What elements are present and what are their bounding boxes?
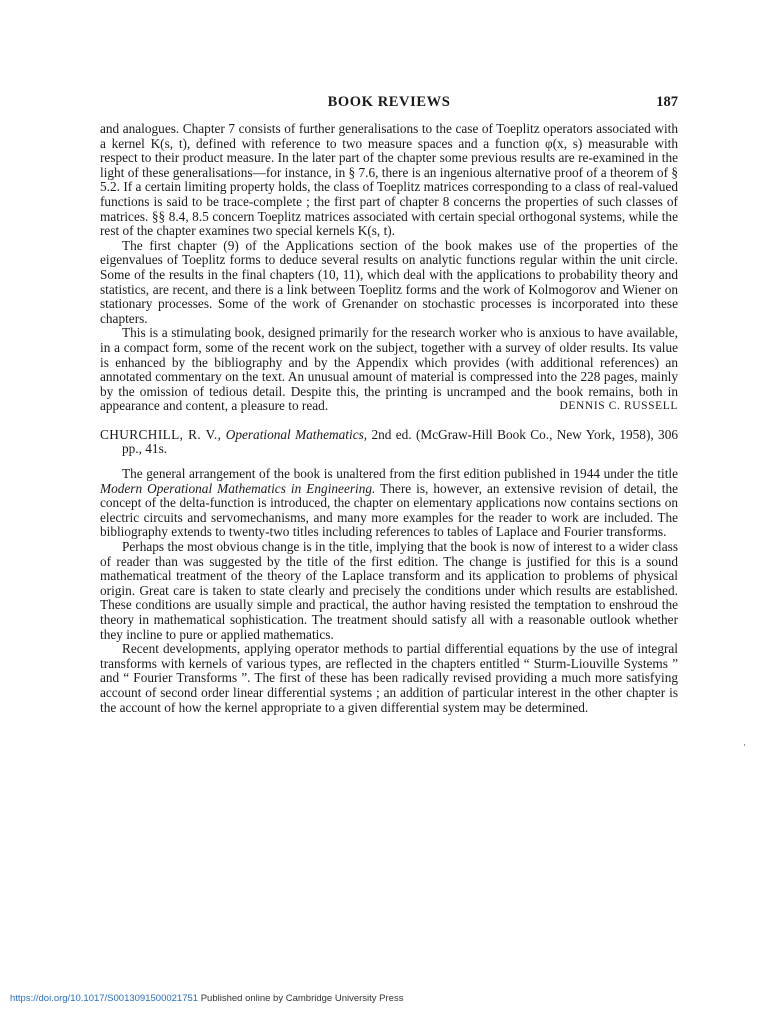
doi-link[interactable]: https://doi.org/10.1017/S0013091500021751 <box>10 993 199 1004</box>
review2-citation <box>100 428 678 457</box>
review2-paragraph-1 <box>100 467 678 540</box>
review2-p1-title: Modern Operational Mathematics in Engineering. <box>100 480 376 496</box>
review2-details: 2nd ed. (McGraw-Hill Book Co., New York, 1958), 306 pp., 41s. <box>122 426 678 457</box>
scan-mark <box>744 744 745 746</box>
article-body <box>100 122 678 715</box>
review1-paragraph-2: The first chapter (9) of the Applications section of the book makes use of the properties of the eigenvalues of Toeplitz forms to deduce several results on analytic functions regular within the unit circle. Some of the results in the final chapters (10, 11), which deal with the applications to probability theory and statistics, are recent, and there is a link between Toeplitz forms and the work of Kolmogorov and Wiener on stationary processes. Some of the work of Grenander on stochastic processes is incorporated into these chapters. <box>100 237 678 326</box>
page-footer <box>10 993 403 1004</box>
footer-note: Published online by Cambridge University Press <box>198 993 404 1004</box>
page-header <box>100 92 678 114</box>
page-number: 187 <box>656 94 678 110</box>
review2-p1-text-a: The general arrangement of the book is unaltered from the first edition published in 1944 under the title <box>122 466 678 482</box>
review1-paragraph-3: This is a stimulating book, designed primarily for the research worker who is anxious to have available, in a compact form, some of the recent work on the subject, together with a survey of older results. Its value is enhanced by the bibliography and by the Appendix which provides (with additional references) an annotated commentary on the text. An unusual amount of material is compressed into the 228 pages, mainly by the omission of tedious detail. Despite this, the printing is uncramped and the book remains, both in appearance and content, a pleasure to read. <box>100 325 678 414</box>
reviewer-signature: DENNIS C. RUSSELL <box>559 400 678 413</box>
review1-paragraph-1: and analogues. Chapter 7 consists of further generalisations to the case of Toeplitz operators associated with a kernel K(s, t), defined with reference to two measure spaces and a function φ(x, s) measurable with respect to their product measure. In the later part of the chapter some previous results are re-examined in the light of these generalisations—for instance, in § 7.6, there is an ingenious alternative proof of a theorem of § 5.2. If a certain limiting property holds, the class of Toeplitz matrices corresponding to a class of real-valued functions is said to be trace-complete ; the first part of chapter 8 concerns the properties of such classes of matrices. §§ 8.4, 8.5 concern Toeplitz matrices associated with certain special orthogonal systems, while the rest of the chapter examines two special kernels K(s, t). <box>100 121 678 239</box>
review2-paragraph-2: Perhaps the most obvious change is in the title, implying that the book is now of interest to a wider class of reader than was suggested by the title of the first edition. The change is justified for this is a sound mathematical treatment of the theory of the Laplace transform and its application to problems of physical origin. Great care is taken to state clearly and precisely the conditions under which results are established. These conditions are usually simple and practical, the author having resisted the temptation to enshroud the theory in mathematical sophistication. The treatment should satisfy all with a reasonable outlook whether they incline to pure or applied mathematics. <box>100 539 678 642</box>
review2-p1-text-b: There is, however, an extensive revision of detail, the concept of the delta-function is introduced, the chapter on elementary applications now contains sections on electric circuits and servomechanisms, and many more examples for the reader to work are included. The bibliography extends to twenty-two titles including references to tables of Laplace and Fourier transforms. <box>100 480 678 540</box>
review2-paragraph-3: Recent developments, applying operator methods to partial differential equations by the use of integral transforms with kernels of various types, are reflected in the chapters entitled “ Sturm-Liouville Systems ” and “ Fourier Transforms ”. The first of these has been radically revised providing a much more satisfying account of second order linear differential systems ; an addition of particular interest in the other chapter is the account of how the kernel appropriate to a given differential system may be determined. <box>100 641 678 715</box>
review2-author: CHURCHILL, R. V., <box>100 426 222 442</box>
review2-book-title: Operational Mathematics, <box>225 426 368 442</box>
running-head: BOOK REVIEWS <box>327 94 451 110</box>
